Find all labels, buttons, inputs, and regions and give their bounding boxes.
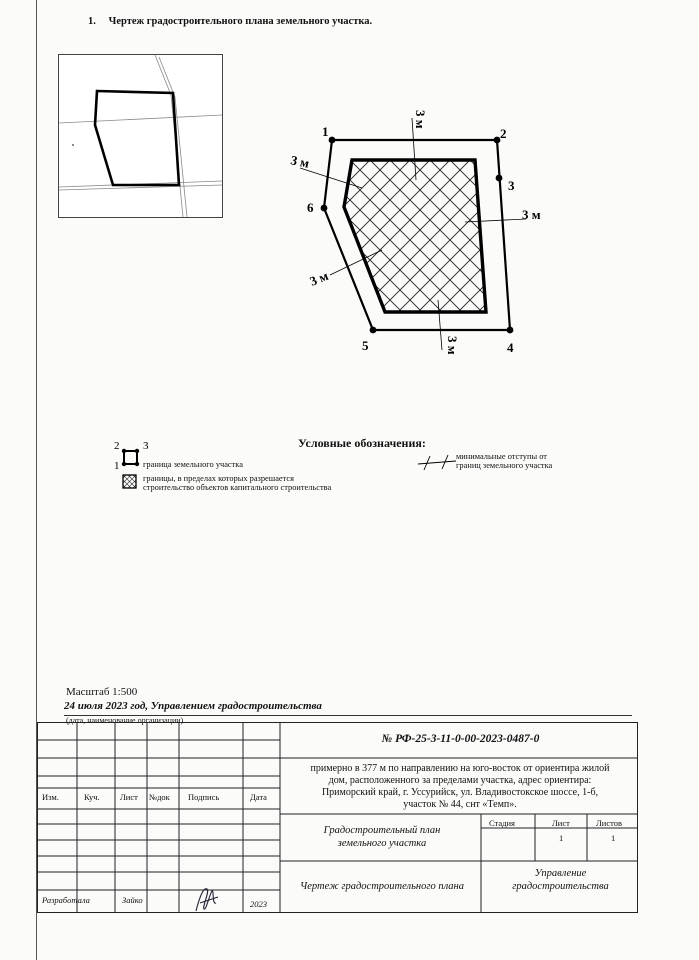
legend-title: Условные обозначения: <box>298 436 426 450</box>
scale-label: Масштаб 1:500 <box>66 686 138 698</box>
inset-plot-outline <box>95 91 179 185</box>
point-6-marker <box>321 205 328 212</box>
address-line-1: примерно в 377 м по направлению на юго-восток от ориентира жилой <box>310 763 610 774</box>
legend-buildable-text <box>143 474 331 492</box>
plan-title-line-2: земельного участка <box>337 838 427 849</box>
address-line-2: дом, расположенного за пределами участка, адрес ориентира: <box>328 775 592 786</box>
sheet-number: 1 <box>559 833 564 843</box>
point-6-label: 6 <box>307 200 314 215</box>
point-1-label: 1 <box>322 124 329 139</box>
point-4-label: 4 <box>507 340 514 355</box>
situation-inset <box>58 54 223 218</box>
setback-label-right: 3 м <box>522 207 541 222</box>
section-number: 1. <box>88 16 96 27</box>
developer-name: Зайко <box>122 895 143 905</box>
plan-title-line-1: Градостроительный план <box>323 825 441 836</box>
organization-line-2: градостроительства <box>512 881 609 892</box>
date-caption: (дата, наименование организации) <box>66 716 184 725</box>
plan-title <box>284 824 480 850</box>
organization-line-1: Управление <box>534 868 587 879</box>
point-3-marker <box>496 175 503 182</box>
setback-legend-symbol <box>418 452 458 472</box>
col-izm: Изм. <box>42 792 59 802</box>
point-1-marker <box>329 137 336 144</box>
document-number: № РФ-25-3-11-0-00-2023-0487-0 <box>381 733 540 745</box>
section-header <box>88 16 372 27</box>
address-block <box>284 763 636 811</box>
developed-year: 2023 <box>250 899 267 909</box>
legend-setback-line-1: минимальные отступы от <box>456 452 547 461</box>
point-4-marker <box>507 327 514 334</box>
legend-setback-line-2: границ земельного участка <box>456 461 553 470</box>
svg-text:3: 3 <box>143 440 149 452</box>
stage-label: Стадия <box>489 818 515 828</box>
point-5-marker <box>370 327 377 334</box>
col-kuch: Куч. <box>84 792 100 802</box>
plot-drawing <box>270 100 570 390</box>
col-list: Лист <box>120 792 138 802</box>
title-block <box>37 722 638 913</box>
col-date: Дата <box>250 792 267 802</box>
situation-inset-map <box>59 55 222 217</box>
setback-label-bottom: 3 м <box>445 336 460 355</box>
section-title: Чертеж градостроительного плана земельного участка. <box>108 16 373 27</box>
setback-label-top: 3 м <box>413 110 428 129</box>
setback-label-upper-left: 3 м <box>289 152 311 171</box>
date-organization: 24 июля 2023 год, Управлением градостроительства <box>64 700 322 712</box>
developed-label: Разработала <box>42 895 90 905</box>
address-line-3: Приморский край, г. Уссурийск, ул. Владивостокское шоссе, 1-б, <box>321 787 599 798</box>
point-2-label: 2 <box>500 126 507 141</box>
legend-setback-text <box>456 452 552 470</box>
col-ndok: №док <box>149 792 170 802</box>
buildable-legend-symbol <box>122 474 138 490</box>
sheets-label: Листов <box>596 818 622 828</box>
svg-text:1: 1 <box>114 460 120 472</box>
svg-text:2: 2 <box>114 440 120 452</box>
signature-mark <box>190 881 224 915</box>
col-signature: Подпись <box>188 792 220 802</box>
sheets-number: 1 <box>611 833 616 843</box>
buildable-area <box>344 160 486 312</box>
drawing-title: Чертеж градостроительного плана <box>300 881 464 892</box>
setback-label-lower-left: 3 м <box>307 267 331 289</box>
legend-buildable-line-1: границы, в пределах которых разрешается <box>143 474 294 483</box>
legend-boundary-text: граница земельного участка <box>143 460 243 469</box>
point-5-label: 5 <box>362 338 369 353</box>
point-3-label: 3 <box>508 178 515 193</box>
organization <box>484 867 637 893</box>
legend-buildable-line-2: строительство объектов капитального строительства <box>143 483 332 492</box>
sheet-label: Лист <box>552 818 570 828</box>
address-line-4: участок № 44, снт «Темп». <box>403 799 517 810</box>
